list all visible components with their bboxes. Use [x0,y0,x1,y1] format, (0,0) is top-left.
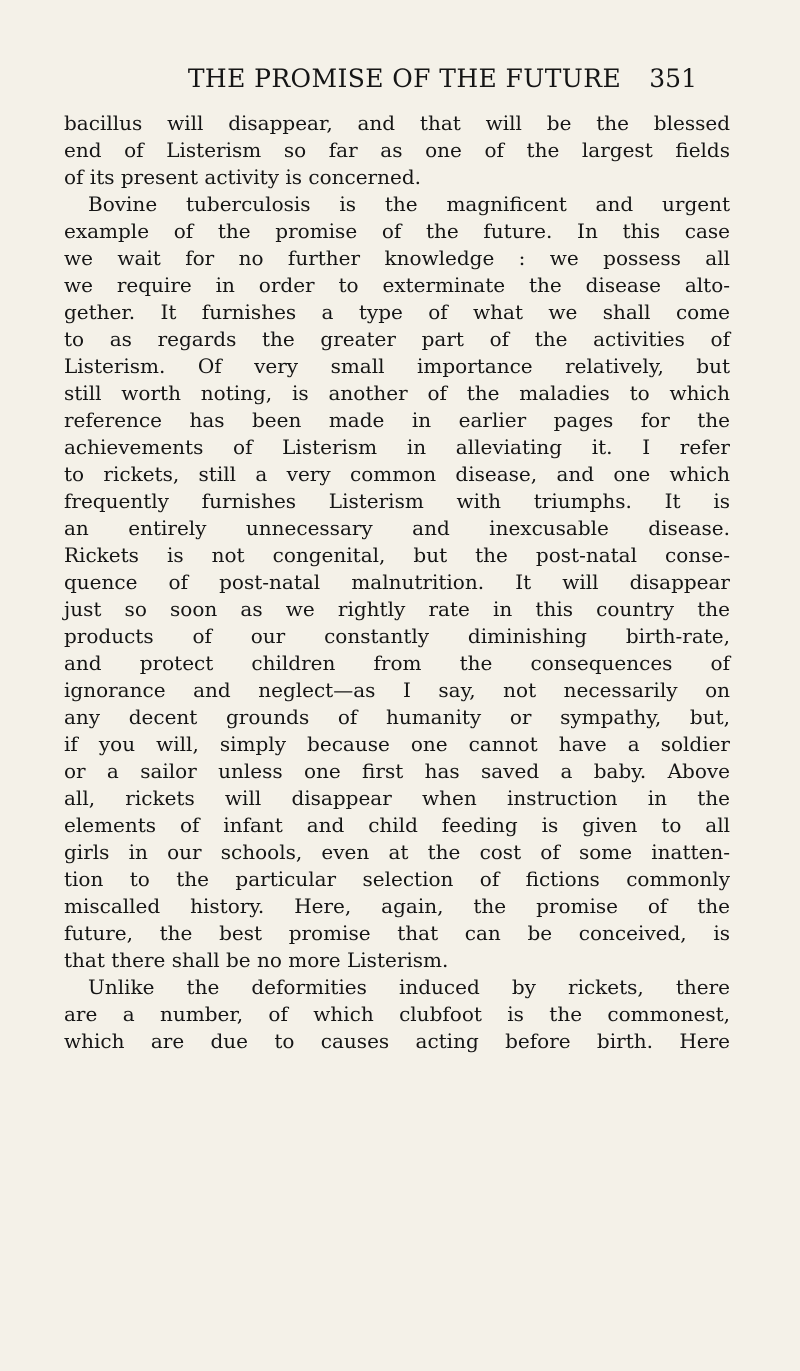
text-line: to rickets, still a very common disease, and one which [64,462,730,486]
text-line: achievements of Listerism in alleviating it. I refer [64,435,730,459]
text-line: Bovine tuberculosis is the magnificent and urgent [88,192,730,216]
text-line: end of Listerism so far as one of the largest fields [64,138,730,162]
text-line: products of our constantly diminishing birth-rate, [64,624,730,648]
page-number: 351 [649,64,697,93]
text-line: girls in our schools, even at the cost of some inatten- [64,840,730,864]
text-line: we require in order to exterminate the disease alto- [64,273,730,297]
text-line: reference has been made in earlier pages for the [64,408,730,432]
text-line: miscalled history. Here, again, the promise of the [64,894,730,918]
text-line: Rickets is not congenital, but the post-natal conse- [64,543,730,567]
body-text [64,110,730,1055]
running-head [112,64,697,104]
text-line: all, rickets will disappear when instruction in the [64,786,730,810]
text-line: Unlike the deformities induced by rickets, there [88,975,730,999]
text-line: that there shall be no more Listerism. [64,948,449,972]
text-line: which are due to causes acting before birth. Here [64,1029,730,1053]
text-line: frequently furnishes Listerism with triumphs. It is [64,489,730,513]
text-line: tion to the particular selection of fictions commonly [64,867,730,891]
text-line: to as regards the greater part of the activities of [64,327,730,351]
text-line: if you will, simply because one cannot have a soldier [64,732,730,756]
text-line: still worth noting, is another of the maladies to which [64,381,730,405]
text-line: and protect children from the consequences of [64,651,730,675]
text-line: or a sailor unless one first has saved a baby. Above [64,759,730,783]
text-line: gether. It furnishes a type of what we shall come [64,300,730,324]
text-line: just so soon as we rightly rate in this country the [64,597,730,621]
text-line: elements of infant and child feeding is given to all [64,813,730,837]
text-line: example of the promise of the future. In this case [64,219,730,243]
text-line: of its present activity is concerned. [64,165,421,189]
text-line: bacillus will disappear, and that will be the blessed [64,111,730,135]
text-line: Listerism. Of very small importance relatively, but [64,354,730,378]
text-line: any decent grounds of humanity or sympathy, but, [64,705,730,729]
text-line: an entirely unnecessary and inexcusable disease. [64,516,730,540]
text-line: we wait for no further knowledge : we possess all [64,246,730,270]
running-title: THE PROMISE OF THE FUTURE [187,64,622,93]
text-line: quence of post-natal malnutrition. It will disappear [64,570,730,594]
text-line: are a number, of which clubfoot is the commonest, [64,1002,730,1026]
text-line: ignorance and neglect—as I say, not necessarily on [64,678,730,702]
text-line: future, the best promise that can be conceived, is [64,921,730,945]
